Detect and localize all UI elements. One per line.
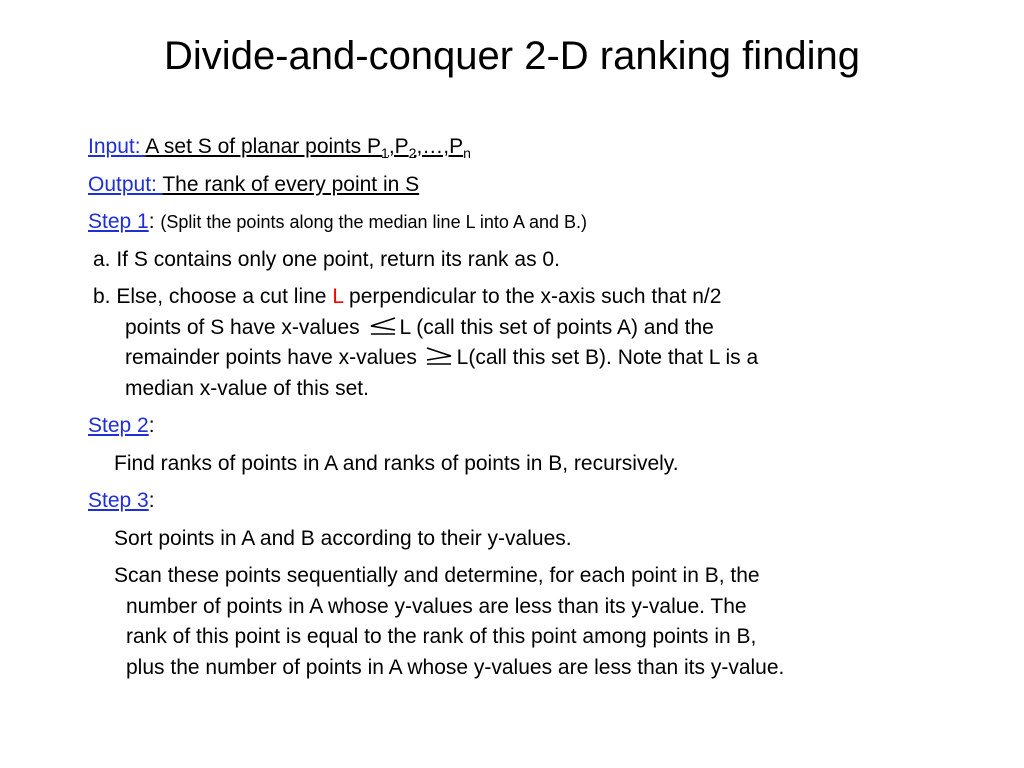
output-label: Output:	[88, 172, 163, 196]
slide-content	[88, 132, 968, 683]
input-text: A set S of planar points $P_1,P_2,\dots,P_n$	[145, 135, 471, 162]
step3-scan-text: Scan these points sequentially and determine, for each point in B, the number of points in A whose y-values are less than its y-value. The rank of this point is equal to the rank of this point among points in B, plus the number of points in A whose y-values are less than its y-value.	[114, 564, 785, 679]
step1-b: b. Else, choose a cut line L perpendicular to the x-axis such that n/2 points of S have x-values L (call this set of points A) and the remainder points have x-values L(call this set B). Note that L is a median x-value of this set.	[93, 285, 759, 400]
step3-line: Step 3:	[88, 489, 155, 512]
less-equal-icon	[365, 315, 399, 337]
cut-line-L: L	[332, 285, 344, 308]
step1-note: (Split the points along the median line L into A and B.)	[160, 212, 588, 232]
output-text: The rank of every point in S	[162, 172, 420, 196]
step2-text: Find ranks of points in A and ranks of points in B, recursively.	[114, 451, 679, 475]
slide-title: Divide-and-conquer 2-D ranking finding	[164, 34, 860, 78]
input-label: Input:	[88, 135, 146, 158]
step1-label: Step 1	[88, 210, 149, 233]
input-line	[88, 132, 968, 163]
step2-line: Step 2:	[88, 414, 155, 437]
greater-equal-icon	[423, 345, 457, 367]
step1-a: a. If S contains only one point, return its rank as 0.	[93, 247, 560, 271]
step2-label: Step 2	[88, 414, 149, 437]
step3-label: Step 3	[88, 489, 149, 512]
step1-line: Step 1: (Split the points along the median line L into A and B.)	[88, 210, 588, 233]
output-line	[88, 170, 968, 201]
step3-sort-text: Sort points in A and B according to their y-values.	[114, 526, 572, 550]
